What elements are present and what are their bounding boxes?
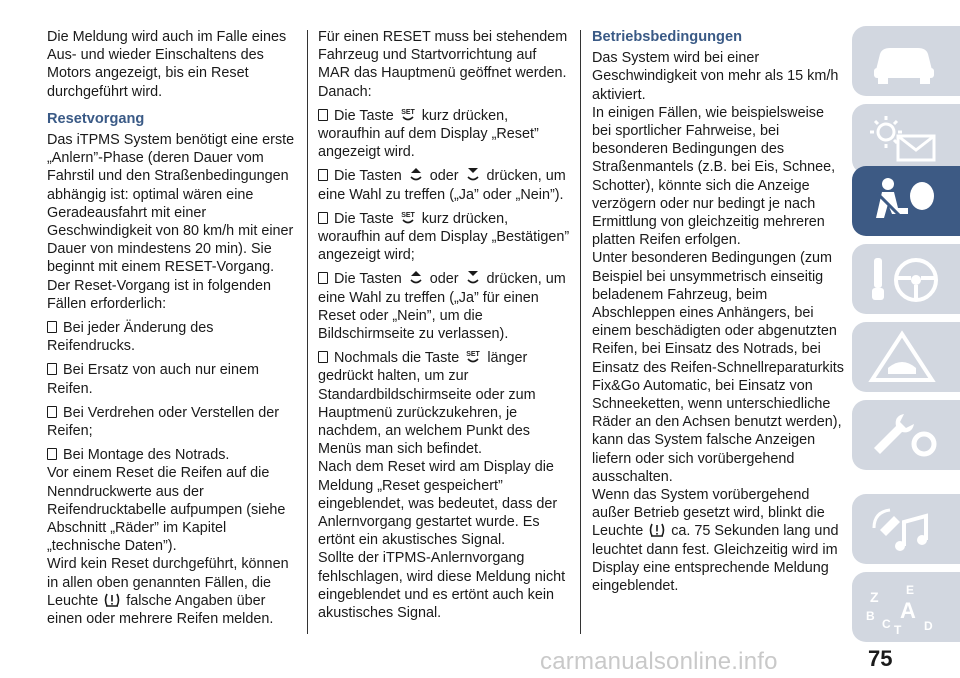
up-button-icon [407, 270, 425, 286]
set-button-icon [399, 210, 417, 226]
down-button-icon [464, 270, 482, 286]
intro-text: Die Meldung wird auch im Falle eines Aus- und wieder Einschaltens des Motors angezeigt, bis ein Reset durchgeführt wird. [47, 29, 287, 100]
tab-safety[interactable] [852, 166, 960, 236]
list-item: Die Tasten oder drücken, um eine Wahl zu treffen („Ja” oder „Nein”). [318, 168, 566, 203]
tab-multimedia[interactable] [852, 494, 960, 564]
bullet-icon [47, 363, 57, 375]
list-item: Die Taste SET kurz drücken, woraufhin auf dem Display „Reset” angezeigt wird. [318, 107, 539, 161]
list-item: Bei Montage des Notrads. [47, 446, 297, 464]
svg-text:C: C [882, 617, 891, 631]
column-1 [47, 28, 297, 628]
set-button-icon [464, 349, 482, 365]
bullet-icon [318, 272, 328, 284]
bullet-icon [47, 406, 57, 418]
conditions-paragraph-2: In einigen Fällen, wie beispielsweise bei sportlicher Fahrweise, bei besonderen Bedingungen des Straßenmantels (z.B. bei Eis, Schnee, Schotter), könnte sich die Anzeige verzögern oder nur bedingt je nach Ermittlung von gleichzeitig mehreren platten Reifen erfolgen. [592, 104, 836, 249]
svg-text:E: E [906, 583, 915, 597]
tab-starting-driving[interactable] [852, 244, 960, 314]
chapter-tabs [852, 26, 960, 646]
reset-paragraph-4: Wird kein Reset durchgeführt, können in allen oben genannten Fällen, die Leuchte falsche Angaben über einen oder mehrere Reifen melden. [47, 556, 289, 628]
column-divider [580, 30, 581, 634]
column-3 [592, 28, 844, 595]
safety-airbag-icon [864, 174, 944, 228]
conditions-paragraph-1: Das System wird bei einer Geschwindigkeit von mehr als 15 km/h aktiviert. [592, 50, 839, 103]
warning-lights-icon [864, 112, 944, 166]
list-item: Bei Ersatz von auch nur einem Reifen. [47, 362, 259, 397]
svg-text:A: A [900, 598, 916, 623]
svg-text:Z: Z [870, 589, 879, 605]
svg-text:SET: SET [400, 211, 415, 219]
tire-pressure-warning-icon [103, 592, 121, 608]
section-heading-conditions: Betriebsbedingungen [592, 29, 742, 45]
reset-paragraph-3: Vor einem Reset die Reifen auf die Nenndruckwerte aus der Reifendrucktabelle aufpumpen (siehe Abschnitt „Räder” im Kapitel „technische Daten”). [47, 465, 286, 555]
svg-text:SET: SET [466, 351, 481, 359]
reset-confirm-text: Nach dem Reset wird am Display die Meldung „Reset gespeichert” eingeblendet, was bedeutet, dass der Anlernvorgang gestartet wurde. Es ertönt ein akustisches Signal. [318, 459, 558, 549]
set-button-icon [399, 107, 417, 123]
svg-text:SET: SET [400, 108, 415, 116]
tab-index[interactable] [852, 572, 960, 642]
watermark: carmanualsonline.info [540, 648, 778, 675]
tab-car-overview[interactable] [852, 26, 960, 96]
conditions-paragraph-4: Wenn das System vorübergehend außer Betrieb gesetzt wird, blinkt die Leuchte ca. 75 Sekunden lang und leuchtet dann fest. Gleichzeitig wird im Display eine entsprechende Meldung eingeblendet. [592, 487, 839, 595]
reset-fail-text: Sollte der iTPMS-Anlernvorgang fehlschlagen, wird diese Meldung nicht eingeblendet und es ertönt auch kein akustisches Signal. [318, 550, 566, 622]
conditions-paragraph-3: Unter besonderen Bedingungen (zum Beispiel bei unsymmetrisch einseitig beladenem Fahrzeug, beim Abschleppen eines Anhängers, bei einem beschädigten oder abgenutzten Reifen, bei Einsatz des Notrads, bei Einsatz des Reifen-Schnellreparaturkits Fix&Go Automatic, bei Einsatz von Schneeketten, wenn unterschiedliche Räder an den Achsen benutzt werden), kann das System falsche Anzeigen liefern oder sich vorübergehend ausschalten. [592, 250, 844, 485]
index-icon [864, 580, 944, 634]
starting-driving-icon [864, 252, 944, 306]
tire-pressure-warning-icon [648, 522, 666, 538]
tab-maintenance[interactable] [852, 400, 960, 470]
reset-paragraph-2: Der Reset-Vorgang ist in folgenden Fällen erforderlich: [47, 277, 271, 312]
emergency-icon [864, 330, 944, 384]
bullet-icon [318, 109, 328, 121]
bullet-icon [318, 169, 328, 181]
section-heading-reset: Resetvorgang [47, 110, 145, 127]
maintenance-icon [864, 408, 944, 462]
list-item: Die Tasten oder drücken, um eine Wahl zu treffen („Ja” für einen Reset oder „Nein”, um die Bildschirmseite zu verlassen). [318, 271, 566, 343]
bullet-icon [47, 448, 57, 460]
reset-intro: Für einen RESET muss bei stehendem Fahrzeug und Startvorrichtung auf MAR das Hauptmenü geöffnet werden. Danach: [318, 29, 568, 100]
bullet-icon [318, 212, 328, 224]
up-button-icon [407, 167, 425, 183]
svg-text:B: B [866, 609, 875, 623]
tab-warning-lights[interactable] [852, 104, 960, 174]
list-item: Bei Verdrehen oder Verstellen der Reifen; [47, 404, 279, 440]
reset-paragraph-1: Das iTPMS System benötigt eine erste „Anlern”-Phase (deren Dauer vom Fahrstil und den Straßenbedingungen abhängig ist: optimal wären eine Geradeausfahrt mit einer Geschwindigkeit von 80 km/h mit einer Dauer von mindestens 20 min). Sie beginnt mit einem RESET-Vorgang. [47, 132, 295, 276]
multimedia-icon [864, 502, 944, 556]
down-button-icon [464, 167, 482, 183]
column-2 [318, 28, 570, 622]
list-item: Die Taste SET kurz drücken, woraufhin auf dem Display „Bestätigen” angezeigt wird; [318, 210, 570, 264]
bullet-icon [47, 321, 57, 333]
page-number: 75 [868, 646, 893, 671]
bullet-icon [318, 351, 328, 363]
car-overview-icon [864, 34, 944, 88]
column-divider [307, 30, 308, 634]
list-item: Nochmals die Taste SET länger gedrückt halten, um zur Standardbildschirmseite oder zum Hauptmenü zurückzukehren, je nachdem, an welchem Punkt des Menüs man sich befindet. [318, 350, 536, 458]
tab-emergency[interactable] [852, 322, 960, 392]
list-item: Bei jeder Änderung des Reifendrucks. [47, 320, 214, 355]
svg-text:T: T [894, 623, 902, 634]
svg-text:D: D [924, 619, 933, 633]
